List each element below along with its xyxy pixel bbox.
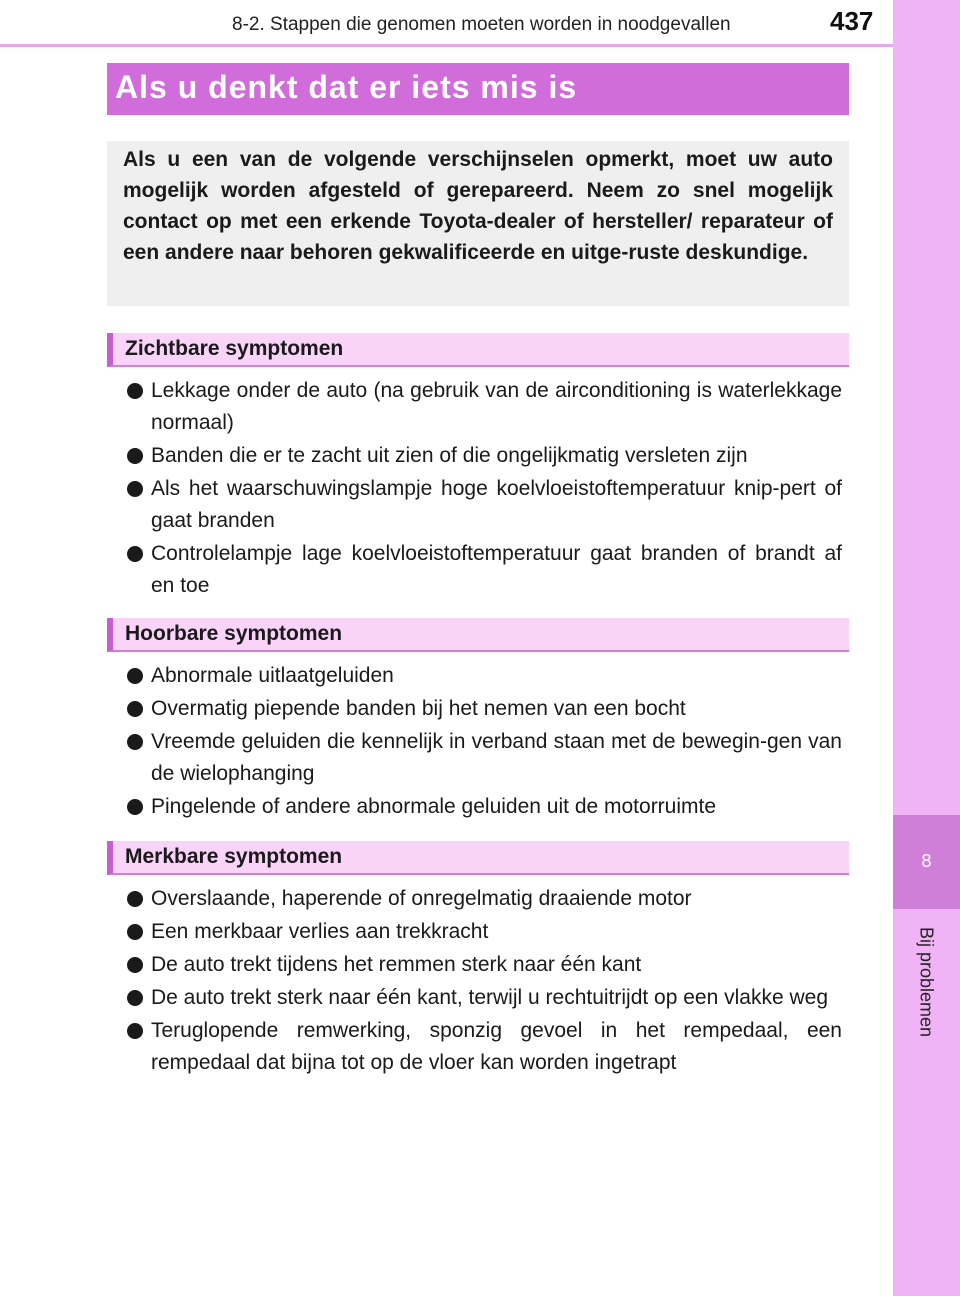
list-item-text: Lekkage onder de auto (na gebruik van de airconditioning is waterlekkage normaal) — [151, 379, 842, 434]
chapter-number: 8 — [921, 851, 932, 871]
intro-box — [107, 141, 849, 306]
intro-text: Als u een van de volgende verschijnselen opmerkt, moet uw auto mogelijk worden afgesteld of gerepareerd. Neem zo snel mogelijk contact op met een erkende Toyota-dealer of hersteller/ reparateur of een andere naar behoren gekwalificeerde en uitge-ruste deskundige. — [123, 148, 833, 264]
page-number: 437 — [830, 6, 874, 36]
page-title-banner — [107, 63, 849, 115]
list-item-text: Overmatig piepende banden bij het nemen van een bocht — [151, 697, 686, 720]
list-item — [125, 1015, 842, 1079]
perceptible-symptoms-list — [125, 883, 842, 1080]
audible-symptoms-list — [125, 660, 842, 824]
list-item-text: De auto trekt sterk naar één kant, terwijl u rechtuitrijdt op een vlakke weg — [151, 986, 829, 1009]
side-tab — [893, 0, 960, 1296]
bullet-icon — [127, 481, 143, 497]
list-item-text: Vreemde geluiden die kennelijk in verband staan met de bewegin-gen van de wielophanging — [151, 730, 842, 785]
bullet-icon — [127, 448, 143, 464]
list-item — [125, 693, 842, 725]
section-heading-perceptible — [107, 841, 849, 875]
bullet-icon — [127, 383, 143, 399]
list-item — [125, 883, 842, 915]
list-item-text: Teruglopende remwerking, sponzig gevoel in het rempedaal, een rempedaal dat bijna tot op de vloer kan worden ingetrapt — [151, 1019, 842, 1074]
bullet-icon — [127, 990, 143, 1006]
bullet-icon — [127, 734, 143, 750]
bullet-icon — [127, 668, 143, 684]
list-item — [125, 791, 842, 823]
list-item-text: Abnormale uitlaatgeluiden — [151, 664, 394, 687]
section-heading-label: Hoorbare symptomen — [125, 622, 343, 645]
chapter-label: Bij problemen — [916, 926, 937, 1038]
list-item — [125, 473, 842, 537]
list-item-text: Als het waarschuwingslampje hoge koelvloeistoftemperatuur knip-pert of gaat branden — [151, 477, 842, 532]
list-item — [125, 538, 842, 602]
bullet-icon — [127, 924, 143, 940]
list-item — [125, 949, 842, 981]
list-item-text: Banden die er te zacht uit zien of die ongelijkmatig versleten zijn — [151, 444, 748, 467]
section-heading-audible — [107, 618, 849, 652]
page-title: Als u denkt dat er iets mis is — [115, 69, 578, 105]
running-head: 8-2. Stappen die genomen moeten worden in noodgevallen — [232, 14, 731, 35]
list-item-text: Pingelende of andere abnormale geluiden uit de motorruimte — [151, 795, 717, 818]
list-item-text: Een merkbaar verlies aan trekkracht — [151, 920, 489, 943]
list-item-text: Controlelampje lage koelvloeistoftemperatuur gaat branden of brandt af en toe — [151, 542, 842, 597]
section-heading-visible — [107, 333, 849, 367]
section-heading-label: Zichtbare symptomen — [125, 337, 344, 360]
list-item — [125, 440, 842, 472]
header-divider — [0, 44, 893, 47]
bullet-icon — [127, 546, 143, 562]
list-item-text: De auto trekt tijdens het remmen sterk naar één kant — [151, 953, 642, 976]
list-item — [125, 660, 842, 692]
bullet-icon — [127, 1023, 143, 1039]
visible-symptoms-list — [125, 375, 842, 603]
list-item — [125, 375, 842, 439]
bullet-icon — [127, 799, 143, 815]
list-item-text: Overslaande, haperende of onregelmatig draaiende motor — [151, 887, 692, 910]
list-item — [125, 916, 842, 948]
list-item — [125, 726, 842, 790]
chapter-tab[interactable] — [893, 815, 960, 909]
bullet-icon — [127, 891, 143, 907]
section-heading-label: Merkbare symptomen — [125, 845, 343, 868]
bullet-icon — [127, 957, 143, 973]
list-item — [125, 982, 842, 1014]
bullet-icon — [127, 701, 143, 717]
